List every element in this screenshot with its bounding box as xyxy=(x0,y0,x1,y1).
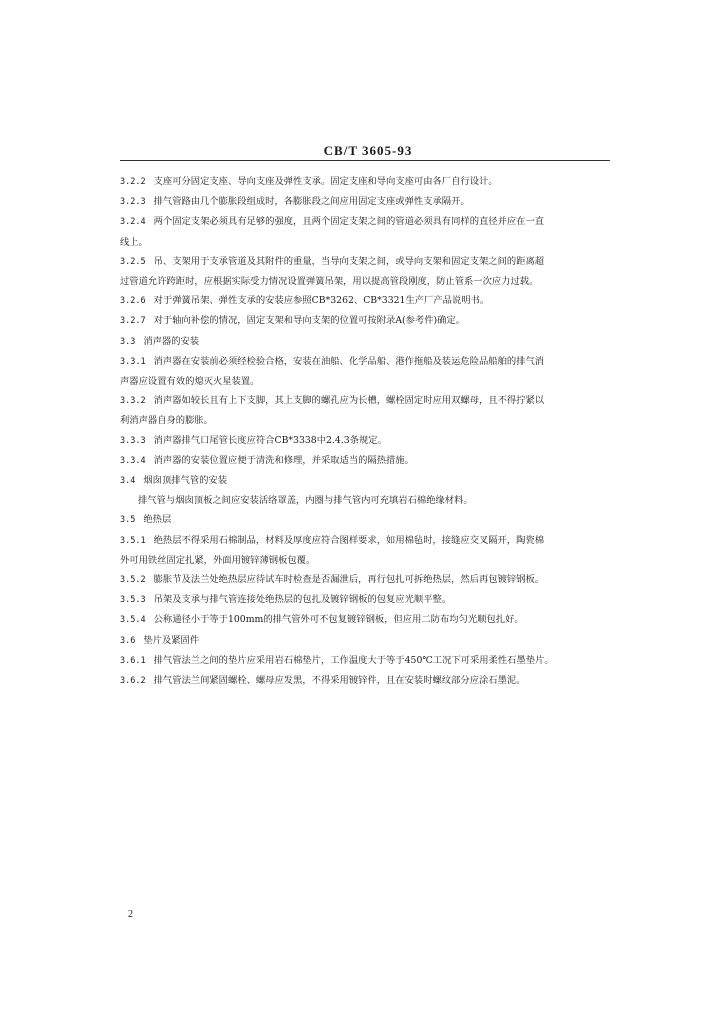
clause-text: 消声器排气口尾管长度应符合CB*3338中2.4.3条规定。 xyxy=(153,434,387,446)
clause-text: 消声器的安装 xyxy=(143,335,200,347)
clause-text: 吊、支架用于支承管道及其附件的重量，当导向支架之间，或导向支架和固定支架之间的距离超 xyxy=(153,255,545,267)
clause-text: 对于轴向补偿的情况，固定支架和导向支架的位置可按附录A(参考件)确定。 xyxy=(153,315,466,327)
clause-line xyxy=(120,451,602,471)
clause-number: 3.6 xyxy=(120,635,136,646)
continuation-line xyxy=(120,551,602,570)
continuation-line xyxy=(120,411,602,430)
clause-number: 3.2.7 xyxy=(120,316,146,327)
clause-text: 排气管与烟囱顶板之间应安装活络罩盖，内圈与排气管内可充填岩石棉绝缘材料。 xyxy=(138,495,473,507)
clause-line xyxy=(120,510,602,530)
clause-line xyxy=(120,671,602,691)
clause-line xyxy=(120,172,602,192)
clause-number: 3.6.1 xyxy=(120,655,146,666)
clause-number: 3.2.6 xyxy=(120,296,146,307)
clause-text: 利消声器自身的膨胀。 xyxy=(120,415,213,427)
clause-line xyxy=(120,252,602,272)
clause-line xyxy=(120,352,602,372)
clause-number: 3.5.3 xyxy=(120,595,146,606)
clause-line xyxy=(120,651,602,671)
clause-line xyxy=(120,311,602,331)
clause-number: 3.5.4 xyxy=(120,615,146,626)
clause-line xyxy=(120,332,602,352)
clause-line xyxy=(120,590,602,610)
continuation-line xyxy=(120,491,602,510)
clause-line xyxy=(120,192,602,212)
clause-line xyxy=(120,531,602,551)
clause-number: 3.5.1 xyxy=(120,535,146,546)
clause-text: 绝热层 xyxy=(143,514,172,526)
clause-text: 对于弹簧吊架、弹性支承的安装应参照CB*3262、CB*3321生产厂产品说明书。 xyxy=(153,295,490,307)
clause-text: 排气管法兰之间的垫片应采用岩石棉垫片，工作温度大于等于450℃工况下可采用柔性石墨垫片。 xyxy=(153,654,554,666)
clause-number: 3.4 xyxy=(120,476,136,487)
clause-text: 膨胀节及法兰处绝热层应待试车时检查是否漏泄后，再行包扎可拆绝热层，然后再包镀锌钢板。 xyxy=(153,574,545,586)
clause-text: 消声器在安装前必须经检验合格，安装在油船、化学品船、港作拖船及装运危险品船舶的排气消 xyxy=(153,355,545,367)
clause-line xyxy=(120,291,602,311)
page-number: 2 xyxy=(128,909,133,920)
clause-number: 3.2.5 xyxy=(120,256,146,267)
clause-text: 烟囱顶排气管的安装 xyxy=(143,475,228,487)
continuation-line xyxy=(120,233,602,252)
clause-number: 3.6.2 xyxy=(120,676,146,687)
standard-code-header: CB/T 3605-93 xyxy=(323,143,413,158)
clause-number: 3.3.1 xyxy=(120,356,146,367)
clause-number: 3.2.2 xyxy=(120,177,146,187)
clause-text: 支座可分固定支座、导向支座及弹性支承。固定支座和导向支座可由各厂自行设计。 xyxy=(153,176,498,187)
clause-number: 3.2.3 xyxy=(120,197,146,208)
clause-number: 3.5 xyxy=(120,515,136,526)
clause-text: 消声器的安装位置应便于清洗和修理，并采取适当的隔热措施。 xyxy=(153,454,414,466)
clause-number: 3.3.4 xyxy=(120,455,146,466)
clause-line xyxy=(120,631,602,651)
continuation-line xyxy=(120,272,602,291)
document-body xyxy=(120,172,602,691)
clause-text: 垫片及紧固件 xyxy=(143,634,200,646)
clause-line xyxy=(120,610,602,630)
clause-number: 3.3.3 xyxy=(120,435,146,446)
clause-text: 线上。 xyxy=(120,236,148,248)
continuation-line xyxy=(120,372,602,391)
clause-line xyxy=(120,212,602,232)
clause-text: 消声器如较长且有上下支脚，其上支脚的螺孔应为长槽，螺栓固定时应用双螺母，且不得拧紧以 xyxy=(153,395,545,407)
clause-number: 3.3 xyxy=(120,336,136,347)
clause-line xyxy=(120,471,602,491)
clause-number: 3.2.4 xyxy=(120,217,146,228)
clause-text: 绝热层不得采用石棉制品，材料及厚度应符合图样要求，如用棉毡时，接缝应交叉隔开，陶瓷棉 xyxy=(153,534,545,546)
clause-text: 两个固定支架必须具有足够的强度，且两个固定支架之间的管道必须具有同样的直径并应在一直 xyxy=(153,216,545,228)
clause-text: 排气管法兰间紧固螺栓、螺母应发黑，不得采用镀锌件，且在安装时螺纹部分应涂石墨泥。 xyxy=(153,675,526,687)
clause-text: 声器应设置有效的熄灭火星装置。 xyxy=(120,376,260,388)
clause-text: 外可用铁丝固定扎紧，外面用镀锌薄钢板包覆。 xyxy=(120,554,316,566)
clause-number: 3.5.2 xyxy=(120,575,146,586)
header-rule xyxy=(120,160,610,161)
clause-text: 公称通径小于等于100mm的排气管外可不包复镀锌钢板，但应用二防布均匀光顺包扎好。 xyxy=(153,614,524,626)
clause-text: 排气管路由几个膨胀段组成时，各膨胀段之间应用固定支座或弹性支承隔开。 xyxy=(153,196,470,208)
clause-line xyxy=(120,391,602,411)
clause-text: 过管道允许跨距时，应根据实际受力情况设置弹簧吊架，用以提高管段刚度，防止管系一次应力过载。 xyxy=(120,276,539,288)
clause-line xyxy=(120,570,602,590)
clause-line xyxy=(120,431,602,451)
clause-text: 吊架及支承与排气管连接处绝热层的包扎及镀锌钢板的包复应光顺平整。 xyxy=(153,594,452,606)
clause-number: 3.3.2 xyxy=(120,396,146,407)
